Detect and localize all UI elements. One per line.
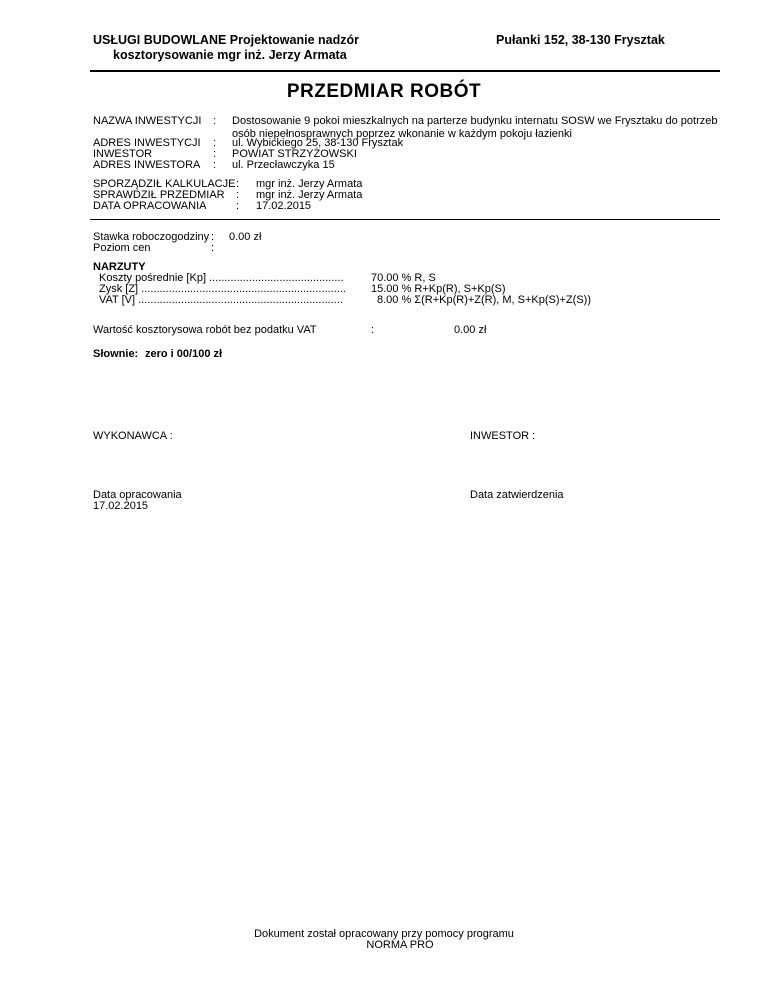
data-opracowania-colon: : <box>236 200 240 212</box>
nazwa-value: Dostosowanie 9 pokoi mieszkalnych na parterze budynku internatu SOSW we Frysztaku do potrzeb osób niepełnosprawnych poprzez wkonanie w każdym pokoju łazienki <box>232 115 718 140</box>
sporzadzil-colon: : <box>236 178 240 190</box>
sprawdzil-label: SPRAWDZIŁ PRZEDMIAR <box>93 189 225 201</box>
poziom-cen-colon: : <box>211 242 215 254</box>
adres-colon: : <box>213 137 217 149</box>
sprawdzil-colon: : <box>236 189 240 201</box>
company-line-1: USŁUGI BUDOWLANE Projektowanie nadzór <box>93 33 359 47</box>
sporzadzil-label: SPORZĄDZIŁ KALKULACJE <box>93 178 236 190</box>
slownie-label: Słownie: <box>93 348 139 360</box>
sporzadzil-value: mgr inż. Jerzy Armata <box>256 178 363 190</box>
slownie-value: zero i 00/100 zł <box>145 348 223 360</box>
data-zatwierdzenia-label: Data zatwierdzenia <box>470 489 564 501</box>
stawka-colon: : <box>211 231 215 243</box>
wartosc-colon: : <box>371 324 375 336</box>
nazwa-label: NAZWA INWESTYCJI <box>93 115 202 127</box>
header-rule <box>90 70 720 72</box>
vat-label: VAT [V] ................................................................... <box>99 294 343 306</box>
zysk-value: 15.00 % R+Kp(R), S+Kp(S) <box>371 283 506 295</box>
inwestor-label: INWESTOR <box>93 148 153 160</box>
company-address: Pułanki 152, 38-130 Frysztak <box>496 33 665 47</box>
adres-label: ADRES INWESTYCJI <box>93 137 201 149</box>
sprawdzil-value: mgr inż. Jerzy Armata <box>256 189 363 201</box>
data-opracowania-label: DATA OPRACOWANIA <box>93 200 207 212</box>
kp-value: 70.00 % R, S <box>371 272 436 284</box>
data-opracowania-sign-label: Data opracowania <box>93 489 182 501</box>
data-opracowania-sign-value: 17.02.2015 <box>93 500 149 512</box>
adres-inwestora-colon: : <box>213 159 217 171</box>
inwestor-signature-label: INWESTOR : <box>470 430 536 442</box>
data-opracowania-value: 17.02.2015 <box>256 200 312 212</box>
inwestor-value: POWIAT STRZYŻOWSKI <box>232 148 357 160</box>
footer-line-2: NORMA PRO <box>366 939 434 951</box>
inwestor-colon: : <box>213 148 217 160</box>
wartosc-label: Wartość kosztorysowa robót bez podatku VAT <box>93 324 317 336</box>
vat-value: 8.00 % Σ(R+Kp(R)+Z(R), M, S+Kp(S)+Z(S)) <box>377 294 592 306</box>
wartosc-value: 0.00 zł <box>454 324 487 336</box>
adres-inwestora-label: ADRES INWESTORA <box>93 159 201 171</box>
company-line-2: kosztorysowanie mgr inż. Jerzy Armata <box>113 48 347 62</box>
zysk-label: Zysk [Z] ................................................................... <box>99 283 346 295</box>
adres-value: ul. Wybickiego 25, 38-130 Frysztak <box>232 137 404 149</box>
poziom-cen-label: Poziom cen <box>93 242 151 254</box>
page-title: PRZEDMIAR ROBÓT <box>286 81 482 102</box>
kp-label: Koszty pośrednie [Kp] ............................................ <box>99 272 344 284</box>
stawka-label: Stawka roboczogodziny <box>93 231 210 243</box>
stawka-value: 0.00 zł <box>229 231 262 243</box>
footer-line-1: Dokument został opracowany przy pomocy programu <box>254 928 514 940</box>
adres-inwestora-value: ul. Przecławczyka 15 <box>232 159 335 171</box>
wykonawca-label: WYKONAWCA : <box>93 430 173 442</box>
section-rule <box>90 219 720 220</box>
narzuty-heading: NARZUTY <box>93 261 146 273</box>
nazwa-colon: : <box>213 115 217 127</box>
